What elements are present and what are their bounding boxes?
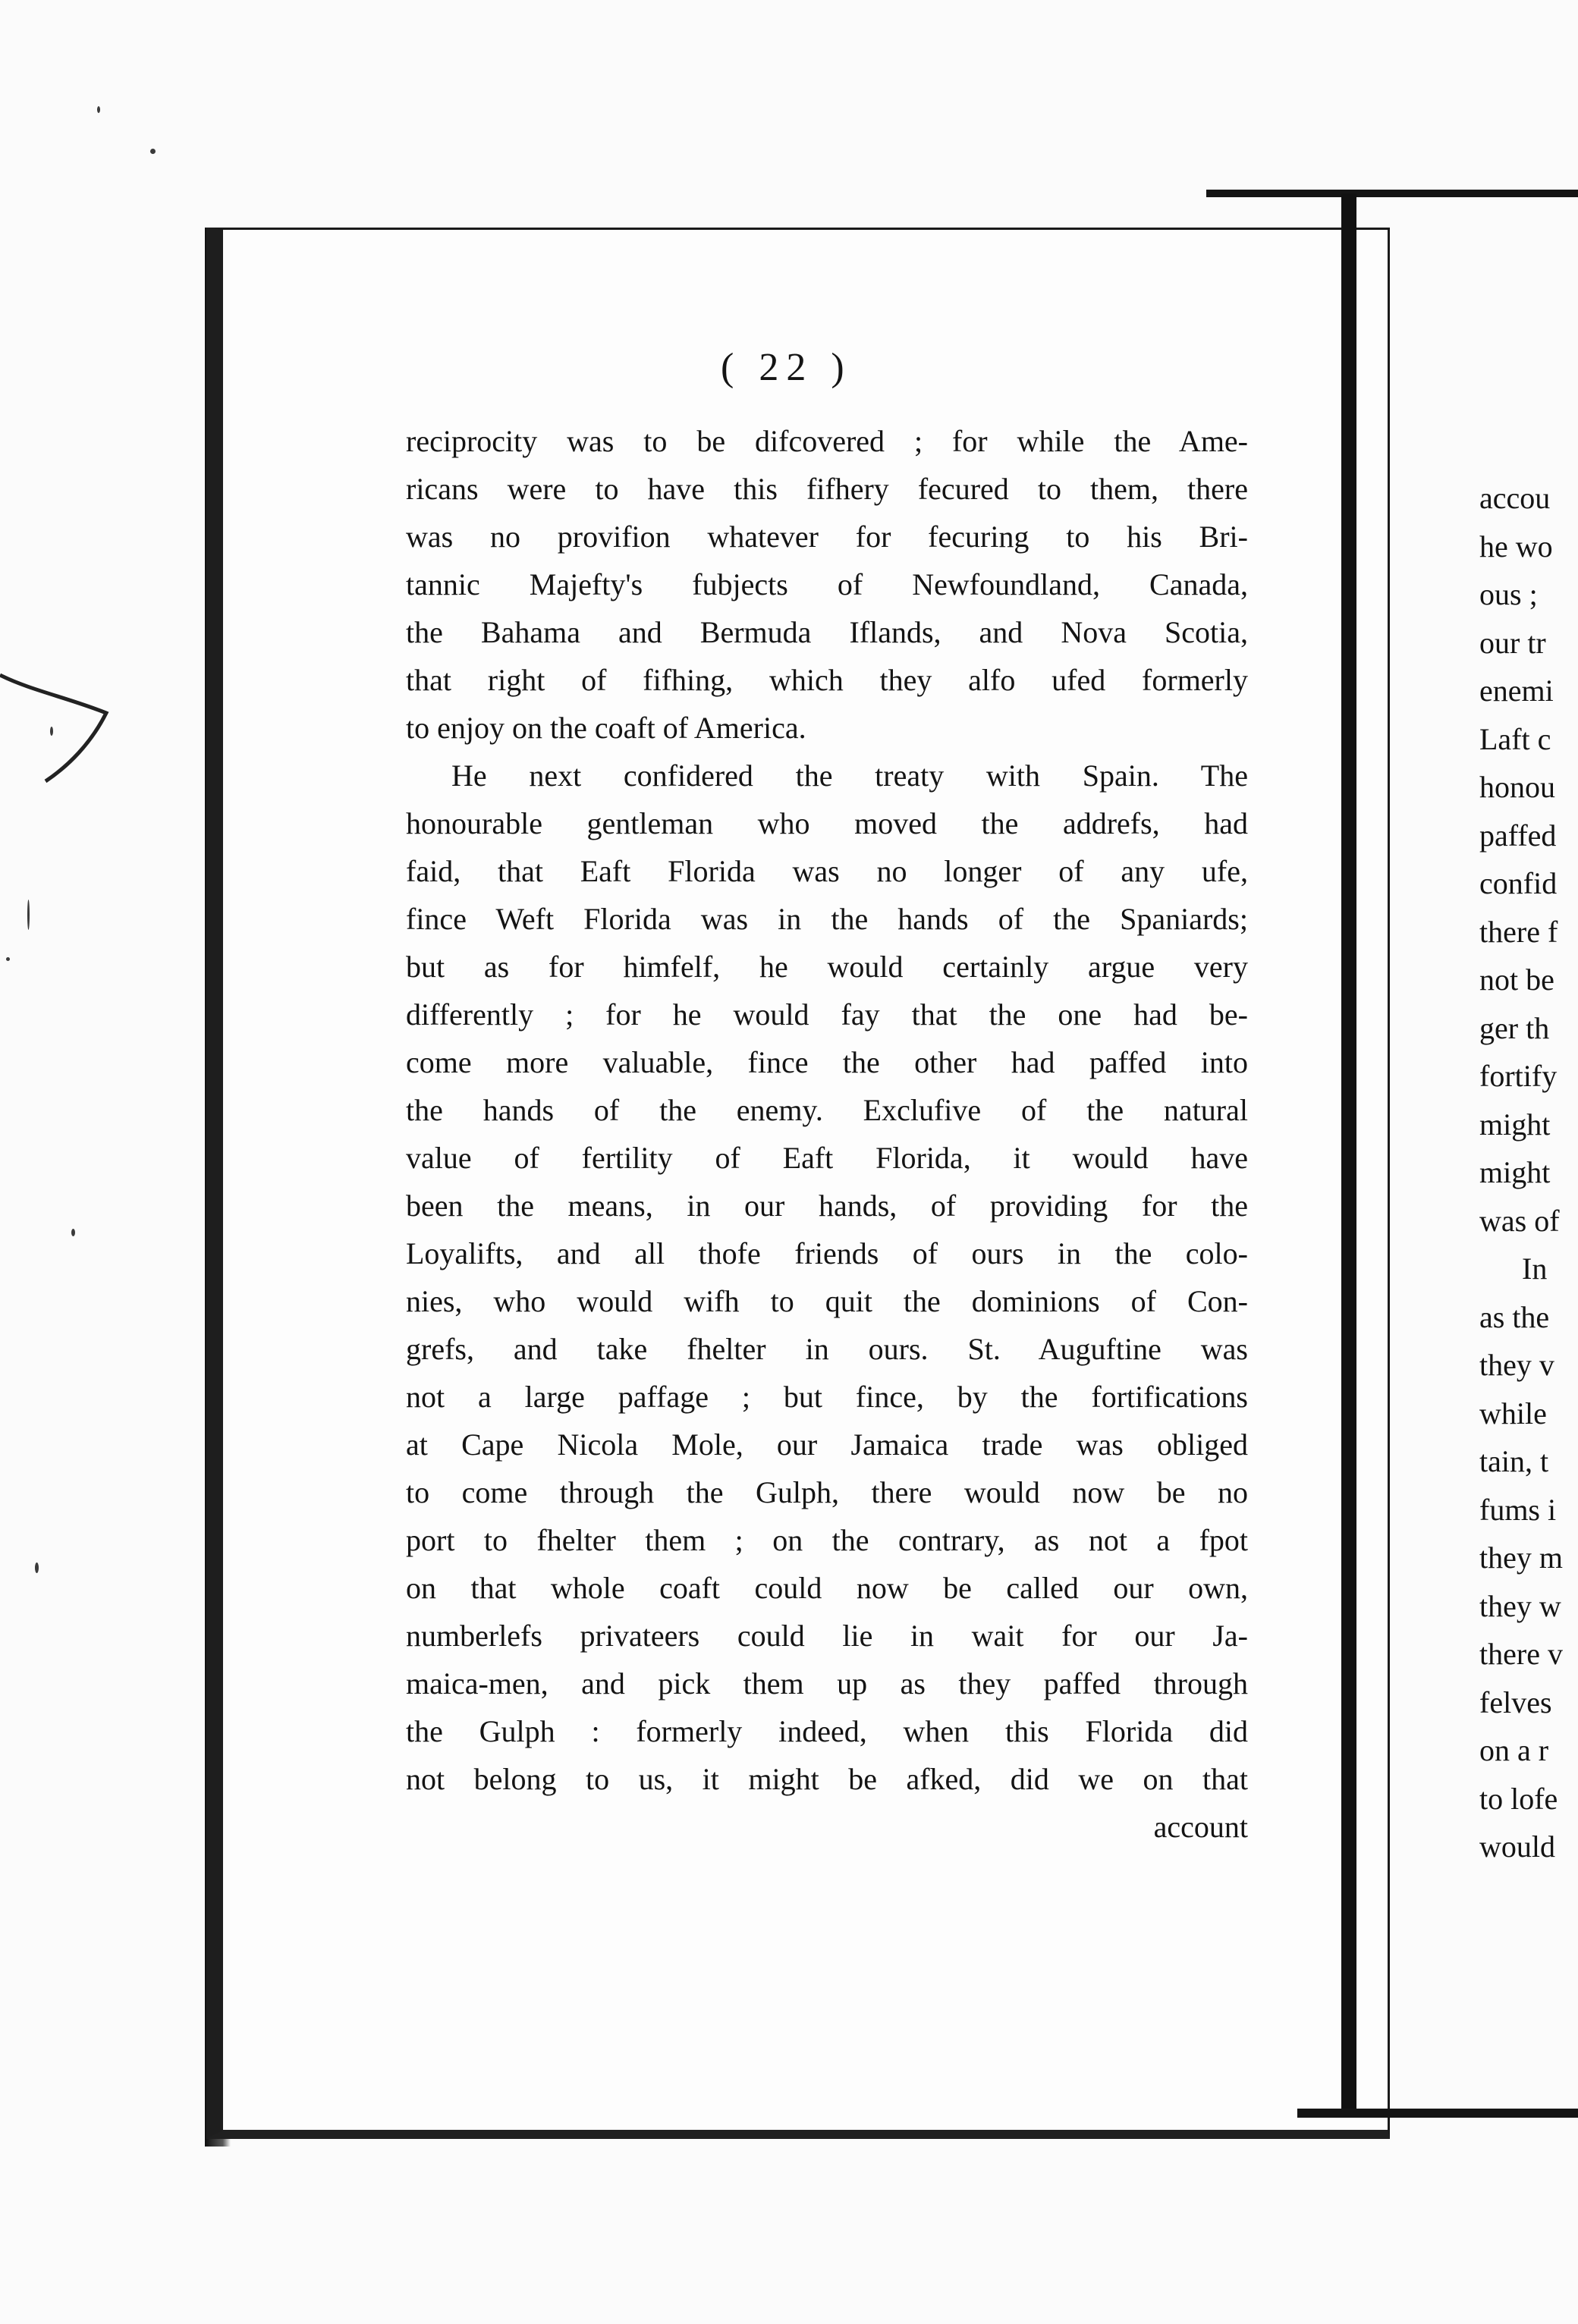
text-line: not a large paffage ; but fince, by the fortifications xyxy=(406,1380,1248,1414)
text-line: at Cape Nicola Mole, our Jamaica trade was obliged xyxy=(406,1427,1248,1462)
text-line: the Gulph : formerly indeed, when this Florida did xyxy=(406,1714,1248,1748)
fragment-line: honou xyxy=(1479,770,1555,804)
fragment-line: ous ; xyxy=(1479,577,1538,611)
left-page-text xyxy=(406,417,1248,1851)
fragment-line: tain, t xyxy=(1479,1444,1549,1478)
catchword: account xyxy=(1153,1810,1248,1844)
scan-speck xyxy=(97,106,100,113)
text-line: to enjoy on the coaft of America. xyxy=(406,711,806,745)
text-line: been the means, in our hands, of providing for the xyxy=(406,1189,1248,1223)
fragment-line: while xyxy=(1479,1396,1547,1431)
fragment-line: might xyxy=(1479,1107,1551,1142)
scan-speck xyxy=(150,149,156,154)
fragment-line: to lofe xyxy=(1479,1781,1558,1816)
text-line: the hands of the enemy. Exclufive of the natural xyxy=(406,1093,1248,1127)
text-line: He next confidered the treaty with Spain. The xyxy=(451,758,1248,793)
text-line: tannic Majefty's fubjects of Newfoundland, Canada, xyxy=(406,567,1248,601)
text-line: ricans were to have this fifhery fecured to them, there xyxy=(406,472,1248,506)
fragment-line: ger th xyxy=(1479,1010,1550,1045)
right-page-bottom-edge xyxy=(1297,2109,1578,2118)
fragment-line: there v xyxy=(1479,1637,1563,1671)
fragment-line: fums i xyxy=(1479,1492,1557,1527)
scan-speck xyxy=(6,957,10,961)
right-page-top-edge xyxy=(1206,190,1578,197)
fragment-line: enemi xyxy=(1479,674,1554,708)
text-line: honourable gentleman who moved the addrefs, had xyxy=(406,806,1248,840)
fragment-line: there f xyxy=(1479,914,1558,949)
scan-speck xyxy=(71,1229,75,1236)
fragment-line: was of xyxy=(1479,1203,1560,1238)
fragment-line: accou xyxy=(1479,481,1551,515)
fragment-line: might xyxy=(1479,1155,1551,1189)
text-line: differently ; for he would fay that the one had be- xyxy=(406,997,1248,1032)
margin-stroke-mark xyxy=(0,667,121,804)
text-line: that right of fifhing, which they alfo ufed formerly xyxy=(406,663,1248,697)
fragment-line: In xyxy=(1522,1252,1548,1286)
text-line: the Bahama and Bermuda Iflands, and Nova Scotia, xyxy=(406,615,1248,649)
fragment-line: fortify xyxy=(1479,1059,1558,1093)
fragment-line: on a r xyxy=(1479,1733,1549,1767)
page-number: ( 22 ) xyxy=(721,346,852,389)
scan-speck xyxy=(27,900,30,930)
fragment-line: he wo xyxy=(1479,529,1553,564)
fragment-line: Laft c xyxy=(1479,721,1551,756)
right-page-fragment xyxy=(1479,474,1578,1991)
fragment-line: they v xyxy=(1479,1348,1554,1382)
text-line: value of fertility of Eaft Florida, it would have xyxy=(406,1141,1248,1175)
fragment-line: paffed xyxy=(1479,818,1557,853)
fragment-line: felves xyxy=(1479,1685,1552,1719)
text-line: not belong to us, it might be afked, did we on that xyxy=(406,1762,1248,1796)
fragment-line: our tr xyxy=(1479,625,1546,660)
text-line: nies, who would wifh to quit the dominions of Con- xyxy=(406,1284,1248,1318)
text-line: numberlefs privateers could lie in wait for our Ja- xyxy=(406,1619,1248,1653)
fragment-line: not be xyxy=(1479,963,1554,997)
text-line: faid, that Eaft Florida was no longer of any ufe, xyxy=(406,854,1248,888)
text-line: fince Weft Florida was in the hands of the Spaniards; xyxy=(406,902,1248,936)
text-line: come more valuable, fince the other had paffed into xyxy=(406,1045,1248,1079)
book-spine xyxy=(1341,193,1356,2112)
fragment-line: as the xyxy=(1479,1299,1550,1334)
text-line: reciprocity was to be difcovered ; for while the Ame- xyxy=(406,424,1248,458)
text-line: on that whole coaft could now be called our own, xyxy=(406,1571,1248,1605)
text-line: to come through the Gulph, there would now be no xyxy=(406,1475,1248,1509)
text-line: but as for himfelf, he would certainly argue very xyxy=(406,950,1248,984)
fragment-line: would xyxy=(1479,1829,1555,1864)
text-line: port to fhelter them ; on the contrary, as not a fpot xyxy=(406,1523,1248,1557)
fragment-line: they m xyxy=(1479,1540,1563,1575)
text-line: Loyalifts, and all thofe friends of ours in the colo- xyxy=(406,1236,1248,1270)
fragment-line: confid xyxy=(1479,866,1558,900)
scan-speck xyxy=(35,1562,39,1573)
text-line: was no provifion whatever for fecuring to his Bri- xyxy=(406,520,1248,554)
text-line: maica-men, and pick them up as they paffed through xyxy=(406,1666,1248,1701)
text-line: grefs, and take fhelter in ours. St. Auguftine was xyxy=(406,1332,1248,1366)
fragment-line: they w xyxy=(1479,1588,1561,1623)
